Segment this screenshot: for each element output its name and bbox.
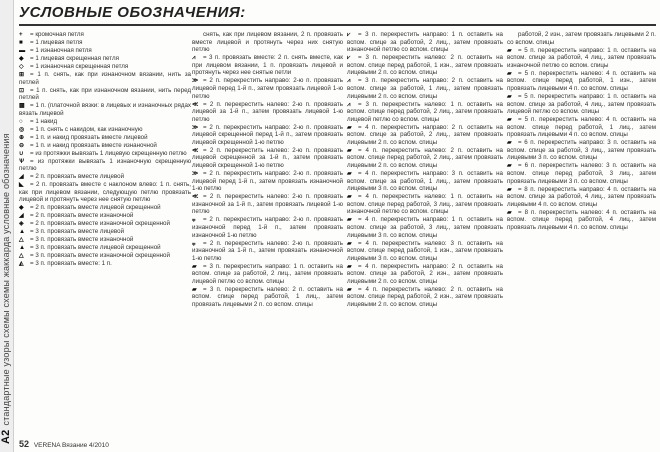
legend-entry (19, 228, 191, 236)
legend-entry (347, 193, 503, 216)
legend-description: = 2 п. перекрестить направо: 2-ю п. провязать лицевой перед 1-й п., затем провязать изнаночной 1-ю петлю (192, 170, 343, 193)
stitch-symbol-icon: ▰ (192, 285, 197, 293)
legend-entry (19, 55, 191, 63)
legend-description: = 2 п. перекрестить направо: 2-ю п. провязать изнаночной перед 1-й п., затем провязать изнаночной 1-ю петлю (192, 216, 343, 239)
stitch-symbol-icon: ◎ (19, 125, 25, 133)
legend-description: = 4 п. перекрестить направо: 3 п. оставить на вспом. спице за работой, 1 лиц., затем провязать лицевыми 3 п. со вспом. спицы (347, 170, 503, 193)
legend-entry (192, 124, 343, 147)
legend-entry (19, 150, 191, 158)
legend-description: = 3 п. перекрестить направо: 1 п. оставить на вспом. спице за работой, 2 лиц., затем провязать лицевой петлю со вспом. спицы (192, 262, 343, 285)
legend-description: = 1 изнаночная скрещенная петля (30, 62, 129, 70)
stitch-symbol-icon: ∪ (19, 149, 24, 157)
stitch-symbol-icon: ⊕ (19, 133, 25, 141)
stitch-symbol-icon: ▰ (347, 170, 352, 178)
legend-description: = 3 п. перекрестить направо: 2 п. оставить на вспом. спице за работой, 1 лиц., затем провязать лицевыми 2 п. со вспом. спицы (347, 77, 503, 100)
legend-column-1 (19, 31, 191, 268)
legend-description: = 1 п. снять, как при изнаночном вязании, нить за петлей (19, 70, 191, 86)
legend-entry (19, 39, 191, 47)
stitch-symbol-icon: ▩ (19, 102, 25, 110)
legend-entry (347, 170, 503, 193)
legend-entry (347, 147, 503, 170)
legend-entry (19, 63, 191, 71)
legend-description: = 5 п. перекрестить направо: 1 п. оставить на вспом. спице за работой, 4 лиц., затем провязать лицевой петлю со вспом. спицы (507, 92, 656, 116)
stitch-symbol-icon: ○ (19, 117, 23, 125)
stitch-symbol-icon: ▰ (347, 216, 352, 224)
stitch-symbol-icon: ⩦ (192, 239, 196, 247)
legend-description: = 4 п. перекрестить направо: 1 п. оставить на вспом. спице за работой, 3 лиц., затем провязать лицевыми 3 п. со вспом. спицы (347, 216, 503, 239)
stitch-symbol-icon: ⩘ (192, 54, 196, 62)
legend-entry (19, 134, 191, 142)
stitch-symbol-icon: ▰ (507, 69, 512, 77)
legend-entry (192, 216, 343, 239)
legend-description: = 2 п. перекрестить налево: 2-ю п. провязать изнаночной за 1-й п., затем провязать лицевой 1-ю петлю (192, 193, 343, 216)
section-code: A2 (0, 429, 12, 444)
stitch-symbol-icon: ⊖ (19, 141, 25, 149)
side-caption (0, 4, 12, 444)
stitch-symbol-icon: ≫ (192, 123, 199, 131)
legend-description: = 2 п. перекрестить направо: 2-ю п. провязать лицевой перед 1-й п., затем провязать лицевой 1-ю петлю (192, 77, 343, 100)
legend-entry (192, 240, 343, 263)
legend-description: = 3 п. провязать вместе изнаночной (30, 236, 134, 244)
stitch-symbol-icon: ≪ (192, 146, 199, 154)
legend-entry (192, 31, 343, 54)
legend-entry (347, 101, 503, 124)
legend-entry (347, 286, 503, 309)
legend-entry (347, 54, 503, 77)
legend-description: = 2 п. провязать вместе с наклоном влево: 1 п. снять, как при лицевом вязании, следующую петлю провязать лицевой и протянуть через нее снятую петлю (19, 181, 191, 204)
legend-entry (192, 54, 343, 77)
legend-description: = 1 лицевая скрещенная петля (30, 54, 119, 62)
legend-description: = 3 п. перекрестить налево: 1 п. оставить на вспом. спице перед работой, 2 лиц., затем провязать лицевой петлю со вспом. спицы (347, 100, 503, 123)
legend-entry (507, 70, 656, 93)
stitch-symbol-icon: ▰ (347, 285, 352, 293)
legend-entry (19, 87, 191, 102)
legend-description: = 4 п. перекрестить налево: 2 п. оставить на вспом. спице перед работой, 2 лиц., затем провязать лицевыми 2 п. со вспом. спицы (347, 146, 503, 170)
stitch-symbol-icon: ⩗ (347, 31, 351, 38)
legend-entry (19, 118, 191, 126)
stitch-symbol-icon: Ѱ (19, 157, 25, 165)
legend-entry (347, 124, 503, 147)
stitch-symbol-icon: △ (19, 236, 24, 244)
stitch-symbol-icon: ⩘ (347, 100, 351, 108)
stitch-symbol-icon: △ (19, 252, 24, 260)
legend-entry (507, 139, 656, 162)
legend-entry (19, 220, 191, 228)
legend-description: = 5 п. перекрестить направо: 1 п. оставить на вспом. спице за работой, 4 лиц., затем провязать изнаночной петлю со вспом. спицы (507, 46, 656, 69)
legend-description: = 3 п. провязать вместе изнаночной скрещенной (30, 252, 170, 260)
stitch-symbol-icon: ▲ (19, 228, 26, 236)
legend-entry (192, 263, 343, 286)
legend-description: = 6 п. перекрестить направо: 3 п. оставить на вспом. спице за работой, 3 лиц., затем провязать лицевыми 3 п. со вспом. спицы (507, 139, 656, 162)
legend-description: = 1 изнаночная петля (30, 46, 92, 54)
legend-entry (347, 31, 503, 54)
legend-description: = 2 п. перекрестить налево: 2-ю п. провязать изнаночной за 1-й п., затем провязать изнаночной 1-ю петлю (192, 239, 343, 262)
legend-description: = из протяжки вывязать 1 изнаночную скрещенную петлю (19, 157, 191, 173)
legend-description: = 1 накид (30, 117, 58, 125)
legend-description: = 3 п. перекрестить налево: 2 п. оставить на вспом. спице перед работой, 1 лиц., затем провязать лицевыми 2 п. со вспом. спицы (192, 285, 343, 309)
legend-entry (192, 193, 343, 216)
stitch-symbol-icon: ≪ (192, 100, 199, 108)
legend-description: снять, как при лицевом вязании, 2 п. провязать вместе лицевой и протянуть через них снятую петлю (192, 31, 343, 54)
stitch-symbol-icon: ▰ (347, 262, 352, 270)
legend-description: = 2 п. перекрестить направо: 2-ю п. провязать лицевой скрещенной перед 1-й п., затем провязать лицевой скрещенной 1-ю петлю (192, 123, 343, 146)
legend-entry (19, 71, 191, 86)
section-description: стандартные узоры схемы схемы жаккарда условные обозначения (1, 133, 11, 426)
page-number: 52 (19, 439, 30, 449)
side-strip (0, 0, 14, 452)
legend-description: = 2 п. провязать вместе лицевой (30, 173, 125, 181)
legend-entry (192, 170, 343, 193)
stitch-symbol-icon: ▰ (507, 92, 512, 100)
legend-entry (347, 263, 503, 286)
legend-description: = 1 п. и накид провязать вместе лицевой (30, 133, 148, 141)
legend-entry (19, 244, 191, 252)
legend-description: = 1 п. (платочной вязки: в лицевых и изнаночных рядах вязать лицевой (19, 102, 191, 117)
legend-description: = 2 п. провязать вместе изнаночной (30, 212, 134, 220)
legend-entry (19, 173, 191, 181)
legend-description: = 2 п. провязать вместе лицевой скрещенной (30, 204, 161, 212)
stitch-symbol-icon: ≫ (192, 77, 199, 85)
legend-description: = 3 п. провязать вместе лицевой (30, 228, 125, 236)
legend-description: = из протяжки вывязать 1 лицевую скрещенную петлю (30, 149, 187, 157)
legend-description: = 3 п. провязать вместе: 2 п. снять вместе, как при лицевом вязании, 1 п. провязать лицевой и протянуть через нее снятые петли (192, 54, 343, 77)
stitch-symbol-icon: ▰ (347, 193, 352, 201)
legend-description: = 6 п. перекрестить налево: 3 п. оставить на вспом. спице перед работой, 3 лиц., затем провязать лицевыми 3 п. со вспом. спицы (507, 162, 656, 185)
legend-description: работой, 2 изн., затем провязать лицевыми 2 п. со вспом. спицы (507, 31, 656, 46)
legend-entry (507, 162, 656, 185)
legend-description: = кромочная петля (30, 31, 84, 38)
stitch-symbol-icon: + (19, 31, 23, 38)
legend-description: = 4 п. перекрестить направо: 2 п. оставить на вспом. спице за работой, 2 лиц., затем провязать лицевыми 2 п. со вспом. спицы (347, 123, 503, 146)
legend-entry (19, 47, 191, 55)
stitch-symbol-icon: ≪ (192, 193, 199, 201)
legend-description: = 4 п. перекрестить направо: 2 п. оставить на вспом. спице за работой, 2 изн., затем провязать лицевыми 2 п. со вспом. спицы (347, 262, 503, 285)
legend-column-3 (347, 31, 503, 309)
legend-description: = 4 п. перекрестить налево: 1 п. оставить на вспом. спице перед работой, 3 лиц., затем провязать изнаночной петлю со вспом. спицы (347, 193, 503, 216)
legend-entry (19, 31, 191, 39)
legend-entry (347, 240, 503, 263)
legend-entry (507, 31, 656, 46)
legend-description: = 2 п. провязать вместе изнаночной скрещенной (30, 220, 170, 228)
stitch-symbol-icon: ◢ (19, 173, 24, 181)
legend-entry (19, 252, 191, 260)
legend-entry (19, 212, 191, 220)
legend-entry (192, 286, 343, 309)
stitch-symbol-icon: ⩦ (192, 216, 196, 224)
stitch-symbol-icon: ◆ (19, 54, 24, 62)
legend-description: = 1 п. снять с накидом, как изнаночную (30, 125, 143, 133)
stitch-symbol-icon: ▬ (19, 46, 26, 54)
title-divider (19, 24, 656, 26)
legend-entry (192, 147, 343, 170)
legend-entry (507, 93, 656, 116)
magazine-name: VERENA Вязание 4/2010 (33, 442, 109, 449)
stitch-symbol-icon: ■ (19, 38, 23, 46)
legend-column-4 (507, 31, 656, 232)
legend-column-2 (192, 31, 343, 309)
legend-description: = 5 п. перекрестить налево: 4 п. оставить на вспом. спице перед работой, 1 лиц., затем провязать лицевыми 4 п. со вспом. спицы (507, 116, 656, 139)
stitch-symbol-icon: ▲ (19, 244, 26, 252)
stitch-symbol-icon: ⊞ (19, 70, 25, 78)
legend-description: = 3 п. провязать вместе: 1 п. (30, 260, 112, 268)
legend-description: = 3 п. перекрестить направо: 1 п. оставить на вспом. спице за работой, 2 лиц., затем провязать изнаночной петлю со вспом. спицы (347, 31, 503, 54)
legend-entry (19, 204, 191, 212)
stitch-symbol-icon: ▰ (192, 262, 197, 270)
legend-description: = 3 п. провязать вместе лицевой скрещенной (30, 244, 161, 252)
legend-entry (19, 142, 191, 150)
stitch-symbol-icon: ▰ (507, 139, 512, 147)
stitch-symbol-icon: ▰ (507, 162, 512, 170)
legend-entry (19, 158, 191, 173)
legend-description: = 8 п. перекрестить налево: 4 п. оставить на вспом. спице перед работой, 4 лиц., затем провязать лицевыми 4 п. со вспом. спицы (507, 208, 656, 231)
legend-entry (347, 216, 503, 239)
page-title: УСЛОВНЫЕ ОБОЗНАЧЕНИЯ: (19, 4, 246, 21)
legend-entry (19, 181, 191, 204)
stitch-symbol-icon: ▰ (507, 208, 512, 216)
stitch-symbol-icon: ◢ (19, 212, 24, 220)
legend-description: = 1 лицевая петля (30, 38, 83, 46)
legend-description: = 2 п. перекрестить налево: 2-ю п. провязать лицевой за 1-й п., затем провязать лицевой 1-ю петлю (192, 100, 343, 123)
stitch-symbol-icon: ⩘ (347, 77, 351, 85)
legend-description: = 2 п. перекрестить налево: 2-ю п. провязать лицевой скрещенной за 1-й п., затем провязать лицевой скрещенной 1-ю петлю (192, 146, 343, 170)
stitch-symbol-icon: ⊡ (19, 86, 25, 94)
legend-entry (507, 209, 656, 232)
stitch-symbol-icon: ⩗ (347, 54, 351, 62)
legend-entry (19, 260, 191, 268)
legend-description: = 4 п. перекрестить налево: 3 п. оставить на вспом. спице перед работой, 1 изн., затем провязать лицевыми 3 п. со вспом. спицы (347, 239, 503, 262)
legend-description: = 1 п. снять, как при изнаночном вязании, нить перед петлей (19, 86, 191, 102)
legend-description: = 4 п. перекрестить налево: 2 п. оставить на вспом. спице перед работой, 2 изн., затем провязать лицевыми 2 п. со вспом. спицы (347, 285, 503, 309)
legend-entry (507, 47, 656, 70)
page-footer (19, 439, 109, 449)
legend-entry (19, 102, 191, 117)
legend-description: = 1 п. и накид провязать вместе изнаночной (30, 141, 157, 149)
legend-entry (192, 101, 343, 124)
stitch-symbol-icon: ▰ (507, 116, 512, 124)
legend-description: = 8 п. перекрестить направо: 4 п. оставить на вспом. спице за работой, 4 лиц., затем провязать лицевыми 4 п. со вспом. спицы (507, 185, 656, 208)
legend-entry (507, 116, 656, 139)
stitch-symbol-icon: ◇ (19, 62, 24, 70)
stitch-symbol-icon: ▰ (507, 46, 512, 54)
legend-entry (19, 126, 191, 134)
stitch-symbol-icon: ◈ (19, 220, 24, 228)
stitch-symbol-icon: ▰ (507, 185, 512, 193)
stitch-symbol-icon: ◭ (19, 260, 24, 268)
legend-description: = 3 п. перекрестить налево: 2 п. оставить на вспом. спице перед работой, 1 изн., затем провязать лицевыми 2 п. со вспом. спицы (347, 54, 503, 77)
stitch-symbol-icon: ≫ (192, 170, 199, 178)
stitch-symbol-icon: ◆ (19, 204, 24, 212)
legend-entry (507, 186, 656, 209)
legend-entry (192, 77, 343, 100)
legend-entry (19, 236, 191, 244)
stitch-symbol-icon: ▰ (347, 239, 352, 247)
legend-entry (347, 77, 503, 100)
legend-description: = 5 п. перекрестить налево: 4 п. оставить на вспом. спице перед работой, 1 изн., затем провязать лицевыми 4 п. со вспом. спицы (507, 69, 656, 92)
stitch-symbol-icon: ▰ (347, 146, 352, 154)
stitch-symbol-icon: ◣ (19, 181, 24, 189)
stitch-symbol-icon: ▰ (347, 123, 352, 131)
